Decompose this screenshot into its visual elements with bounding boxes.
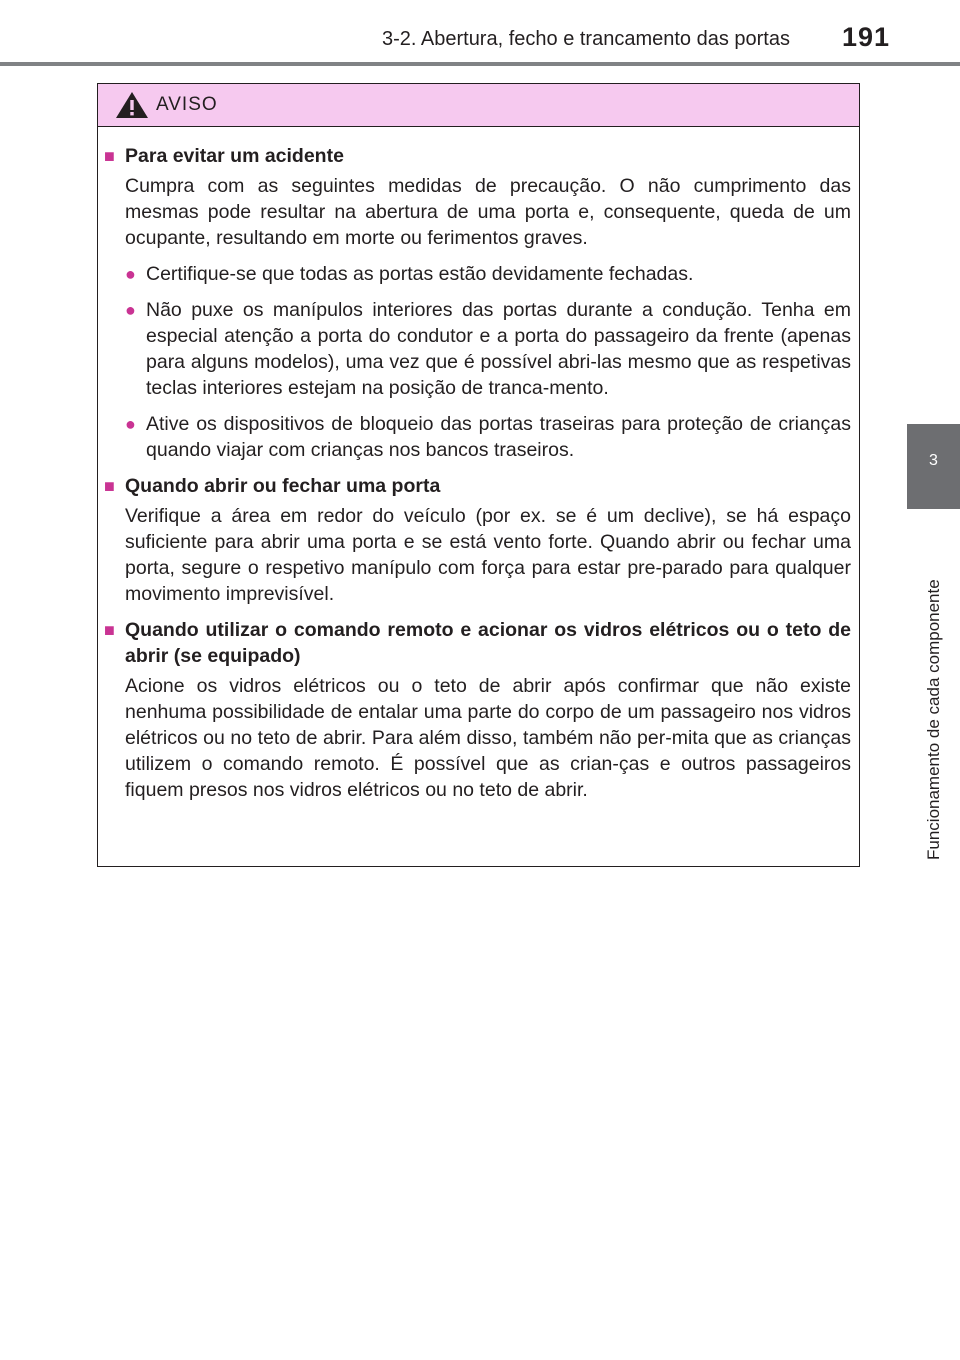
list-item-text: Ative os dispositivos de bloqueio das portas traseiras para proteção de crianças quando viajar com crianças nos bancos traseiros. [146,413,851,461]
list-item [125,297,851,401]
warning-triangle-icon [114,90,150,120]
warning-section [104,143,851,463]
list-item [125,411,851,463]
warning-box [97,83,860,867]
section-paragraph: Cumpra com as seguintes medidas de precaução. O não cumprimento das mesmas pode resultar na abertura de uma porta e, consequente, queda de um ocupante, resultando em morte ou ferimentos graves. [125,175,851,249]
chapter-side-label [918,520,948,860]
warning-section [104,617,851,803]
square-bullet-icon: ■ [104,476,115,496]
section-heading-text: Quando abrir ou fechar uma porta [125,475,441,497]
chapter-number: 3 [929,452,938,469]
section-paragraph: Acione os vidros elétricos ou o teto de abrir após confirmar que não existe nenhuma possibilidade de entalar uma parte do corpo de um passageiro nos vidros elétricos ou no teto de abrir. Para além disso, também não per-mita que as crianças utilizem o comando remoto. É possível que as crian-ças e outros passageiros fiquem presos nos vidros elétricos ou no teto de abrir. [125,675,851,801]
header-divider [0,62,960,66]
section-heading [104,473,851,499]
round-bullet-icon: ● [125,414,136,434]
section-heading-text: Para evitar um acidente [125,145,344,167]
square-bullet-icon: ■ [104,146,115,166]
round-bullet-icon: ● [125,300,136,320]
section-heading [104,617,851,669]
section-paragraph: Verifique a área em redor do veículo (por ex. se é um declive), se há espaço suficiente para abrir uma porta e se está vento forte. Quando abrir ou fechar uma porta, segure o respetivo manípulo com força para estar pre-parado para qualquer movimento imprevisível. [125,505,851,605]
section-heading-text: Quando utilizar o comando remoto e acionar os vidros elétricos ou o teto de abrir (se equipado) [125,619,851,667]
section-header-title: 3-2. Abertura, fecho e trancamento das portas [381,28,790,50]
chapter-tab [907,424,960,509]
warning-header [98,84,859,127]
warning-title: AVISO [156,94,218,115]
square-bullet-icon: ■ [104,620,115,640]
section-heading [104,143,851,169]
warning-section [104,473,851,607]
round-bullet-icon: ● [125,264,136,284]
chapter-title: Funcionamento de cada componente [924,579,943,860]
warning-content [98,127,859,803]
page-number: 191 [841,22,890,52]
list-item-text: Não puxe os manípulos interiores das portas durante a condução. Tenha em especial atenção a porta do condutor e a porta do passageiro da frente (apenas para alguns modelos), uma vez que é possível abri-las mesmo que as respetivas teclas interiores estejam na posição de tranca-mento. [146,299,851,399]
list-item [125,261,851,287]
list-item-text: Certifique-se que todas as portas estão devidamente fechadas. [146,263,694,285]
